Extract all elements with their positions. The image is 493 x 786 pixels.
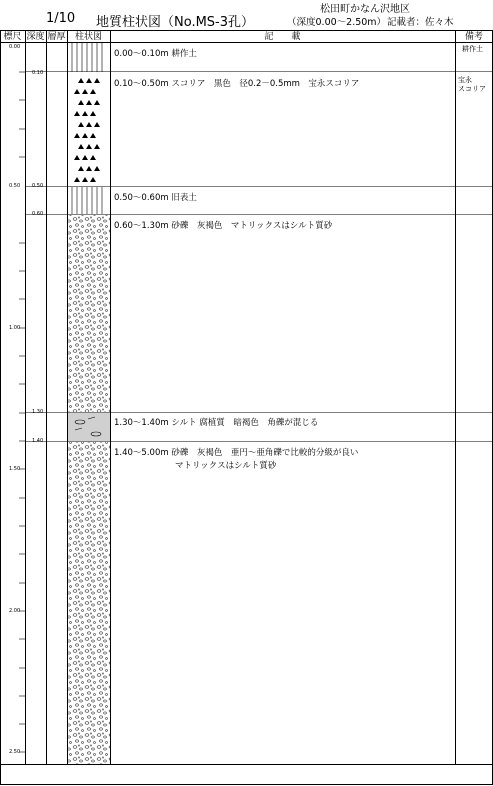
scale-ratio: 1/10 (46, 11, 76, 26)
depth-label-060: 0.60 (32, 211, 44, 217)
location-label: 松田町かなん沢地区 (320, 4, 410, 15)
scale-label-050: 0.50 (9, 183, 21, 189)
scale-label-100: 1.00 (9, 325, 21, 331)
col-scale-header: 標尺 (3, 32, 22, 42)
scale-label-200: 2.00 (9, 608, 21, 614)
depth-label-050: 0.50 (32, 183, 44, 189)
scale-label-150: 1.50 (9, 466, 21, 472)
depth-label-140: 1.40 (32, 438, 44, 444)
page-title: 地質柱状図（No.MS-3孔） (96, 15, 255, 30)
recorder-label: 記載者：佐々木 (387, 17, 454, 28)
layer-desc-scoria: 0.10～0.50m スコリア 黒色 径0.2－0.5mm 宝永スコリア (114, 79, 360, 89)
col-column-header: 柱状図 (74, 32, 102, 42)
scoria-pattern (74, 78, 100, 182)
layer-desc-silt: 1.30～1.40m シルト 腐植質 暗褐色 角礫が混じる (114, 418, 319, 428)
col-depth-header: 深度 (26, 32, 45, 42)
remark-scoria: 宝永 スコリア (458, 76, 486, 93)
layer-desc-old-topsoil: 0.50～0.60m 旧表土 (114, 193, 197, 203)
remark-topsoil: 耕作土 (462, 45, 483, 53)
col-thickness-header: 層厚 (47, 32, 66, 42)
depth-label-010: 0.10 (32, 70, 44, 76)
layer-desc-topsoil: 0.00～0.10m 耕作土 (114, 49, 197, 59)
scale-label-250: 2.50 (9, 749, 21, 755)
depth-range-label: （深度0.00～2.50m） (287, 17, 387, 28)
col-remarks-header: 備考 (464, 32, 483, 42)
col-description-header: 記 載 (264, 32, 301, 42)
layer-desc-gravel-1: 0.60～1.30m 砂礫 灰褐色 マトリックスはシルト質砂 (114, 221, 333, 231)
scale-label-000: 0.00 (9, 44, 21, 50)
layer-desc-gravel-2: 1.40～5.00m 砂礫 灰褐色 亜円～亜角礫で比較的分級が良い (114, 448, 359, 458)
depth-label-130: 1.30 (32, 409, 44, 415)
layer-desc-gravel-2-line2: マトリックスはシルト質砂 (175, 461, 277, 471)
